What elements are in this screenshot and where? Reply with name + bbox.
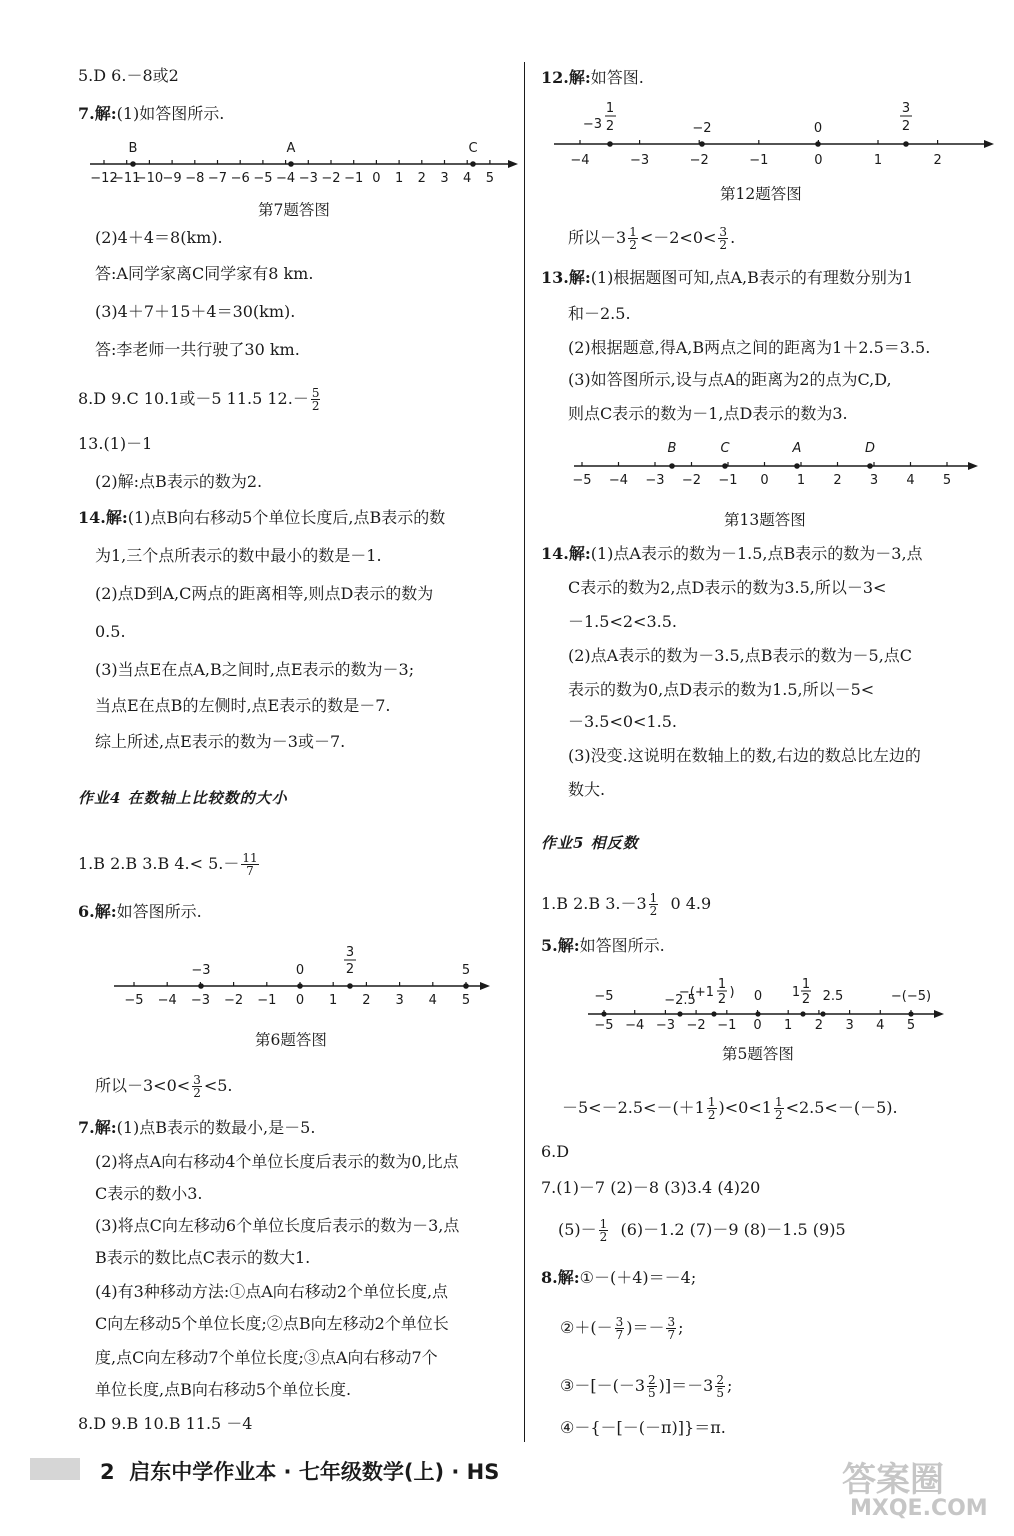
fig6-label-2: 2 [345,962,355,977]
fig13-label-a: A [792,441,802,456]
q14-part3c: 综上所述,点E表示的数为－3或－7. [95,732,346,751]
s4-line-8-11: 8.D 9.B 10.B 11.5 －4 [78,1414,253,1433]
q7b-part2a: (2)将点A向右移动4个单位长度后表示的数为0,比点 [95,1152,459,1171]
fig6-label-neg3: −3 [191,963,211,978]
fig6-number-line [112,940,492,1012]
fig12-point-neg2 [699,141,705,147]
s5-line-6: 6.D [541,1142,570,1161]
fig13-tick-label: −5 [572,473,592,488]
q13-part2: (2)解:点B表示的数为2. [95,472,263,491]
fig13-point-b [669,463,675,469]
fig5-point-0 [755,1011,760,1016]
fig5-tick-label: −4 [625,1018,645,1033]
q14r-part2c: －3.5<0<1.5. [568,712,677,731]
fig12-caption: 第12题答图 [720,185,802,203]
fig6-label-3: 3 [345,945,355,960]
fig13-tick-label: −3 [645,473,665,488]
l8-fraction: $\frac{5}{2}$ [311,386,320,413]
fig5-caption: 第5题答图 [722,1045,794,1063]
fig6-tick-label: 3 [395,993,404,1008]
q7b-part4c: 度,点C向左移动7个单位长度;③点A向右移动7个 [95,1348,438,1367]
q14r-part1c: －1.5<2<3.5. [568,612,677,631]
q7-text: (1)如答图所示. [116,104,225,123]
left-line-5-6: 5.D 6.－8或2 [78,66,179,85]
fig6-tick-label: −2 [224,993,244,1008]
fig5-label-2-5: 2.5 [822,989,844,1004]
fig5-label-whole1: 1 [791,985,801,1000]
q14-part3b: 当点E在点B的左侧时,点E表示的数是－7. [95,696,391,715]
fig5-point-1-1-2 [800,1011,805,1016]
fig7-tick-label: 1 [394,171,404,186]
q13r-part3a: (3)如答图所示,设与点A的距离为2的点为C,D, [568,370,892,389]
fig12-tick-label: 2 [933,153,942,168]
fig6-tick-label: 1 [329,993,338,1008]
fig13-tick-label: 1 [796,473,806,488]
fig7-label-c: C [468,141,478,156]
fig7-tick-label: 3 [440,171,449,186]
fig6-point-3-2 [347,983,353,989]
fig5-tick-label: −2 [686,1018,706,1033]
fig7-point-b [130,161,136,167]
fig13-tick-label: 0 [760,473,769,488]
fig13-label-d: D [864,441,876,456]
fig5-label-neg5: −5 [594,989,614,1004]
q5-conclusion: －5<－2.5<－(＋1 $\frac{1}{2}$ )<0<1 $\frac{1}{2}$ <2.5<－(－5). [562,1095,898,1122]
fig12-tick-label: 0 [814,153,823,168]
fig5-tick-label: 0 [753,1018,762,1033]
fig7-tick-label: 0 [372,171,381,186]
q8-part2: ②＋(－ $\frac{3}{7}$ )＝－ $\frac{3}{7}$ ; [560,1315,684,1342]
column-divider [524,62,525,1442]
fig7-tick-label: 2 [417,171,426,186]
fig12-point-3-2 [903,141,909,147]
fig5-tick-label: −1 [717,1018,737,1033]
fig5-tick-label: 5 [906,1018,916,1033]
footer-bar [30,1458,80,1480]
fig12-label-num3: 3 [901,101,911,116]
q8-part3: ③－[－(－3 $\frac{2}{5}$ )]＝－3 $\frac{2}{5}$ ; [560,1373,733,1400]
book-title: 启东中学作业本 · 七年级数学(上) · HS [129,1460,500,1484]
fig13-tick-label: 3 [869,473,879,488]
fig5-point-2-5 [820,1011,825,1016]
fig7-tick-label: −6 [230,171,250,186]
fig6-caption: 第6题答图 [255,1031,327,1049]
fig13-tick-label: −4 [608,473,629,488]
q14r-part3b: 数大. [568,780,606,799]
fig6-label-5: 5 [461,963,471,978]
fig6-point-0 [297,983,303,989]
fig7-point-a [288,161,294,167]
footer [100,1456,499,1486]
fig7-tick-label: 5 [485,171,495,186]
fig5-point-5 [908,1011,913,1016]
fig5-label-den2b: 2 [801,992,811,1007]
fig5-tick-label: 2 [814,1018,824,1033]
fig7-caption: 第7题答图 [258,201,330,219]
s4-fraction: $\frac{11}{7}$ [242,851,258,878]
q5-line: 5.解:如答图所示. [541,936,665,955]
fig5-label-neg-neg5: −(−5) [890,989,932,1004]
fig13-tick-label: 5 [942,473,952,488]
fig13-label-c: C [720,441,730,456]
q8-part1: 8.解:①－(＋4)＝－4; [541,1268,697,1287]
s5-line-1-4: 1.B 2.B 3.－3 $\frac{1}{2}$ 0 4.9 [541,891,712,918]
fig12-label-den2b: 2 [901,119,911,134]
q7-part3-answer: 答:李老师一共行驶了30 km. [95,340,300,359]
fig12-number-line [552,100,996,172]
fig5-point-neg5 [601,1011,606,1016]
q12-conclusion: 所以－3 $\frac{1}{2}$ <－2<0< $\frac{3}{2}$ . [568,225,736,252]
q7-part2: (2)4＋4＝8(km). [95,228,223,247]
fig13-label-b: B [667,441,677,456]
fig13-number-line [572,436,982,492]
fig5-tick-label: 1 [784,1018,793,1033]
q8-part4: ④－{－[－(－π)]}＝π. [560,1418,726,1437]
s5-line-7b: (5)－ $\frac{1}{2}$ (6)－1.2 (7)－9 (8)－1.5 (9)5 [558,1217,846,1244]
q13-part1: 13.(1)－1 [78,434,153,453]
fig12-label-num1: 1 [605,101,615,116]
q14r-part2a: (2)点A表示的数为－3.5,点B表示的数为－5,点C [568,646,913,665]
fig6-tick-label: −4 [157,993,177,1008]
q14r-part3a: (3)没变.这说明在数轴上的数,右边的数总比左边的 [568,746,921,765]
fig5-number-line [586,968,952,1032]
fig5-label-den2: 2 [717,992,727,1007]
fig5-tick-label: 4 [876,1018,885,1033]
fig6-point-neg3 [198,983,204,989]
fig7-tick-label: −9 [162,171,182,186]
q7b-part3b: B表示的数比点C表示的数大1. [95,1248,311,1267]
fig13-point-c [722,463,728,469]
fig7-tick-label: −1 [344,171,364,186]
q7-line [78,104,224,124]
fig12-point-0 [815,141,821,147]
watermark-logo: 答案圈 [842,1460,944,1500]
fig12-tick-label: −3 [630,153,650,168]
fig5-label-num1: 1 [717,977,727,992]
fig5-label-num1b: 1 [801,977,811,992]
q7-part2-answer: 答:A同学家离C同学家有8 km. [95,264,314,283]
q13r-part2: (2)根据题意,得A,B两点之间的距离为1＋2.5＝3.5. [568,338,931,357]
fig12-label-0: 0 [813,121,823,136]
fig13-tick-label: −1 [718,473,738,488]
left-line-8-12 [78,387,322,412]
fig6-tick-label: 4 [428,993,437,1008]
fig7-tick-label: −5 [253,171,273,186]
q7b-part4a: (4)有3种移动方法:①点A向右移动2个单位长度,点 [95,1282,449,1301]
section-4-title: 作业4 在数轴上比较数的大小 [78,789,288,807]
fig12-tick-label: 1 [873,153,883,168]
fig7-point-c [470,161,476,167]
fig5-point-neg2-5 [677,1011,682,1016]
q14r-part2b: 表示的数为0,点D表示的数为1.5,所以－5< [568,680,875,699]
fig12-label-den2: 2 [605,119,615,134]
fig12-point-neg3-1-2 [607,141,613,147]
q7b-part2b: C表示的数小3. [95,1184,203,1203]
fig7-tick-label: −2 [321,171,341,186]
s4-line-1-5: 1.B 2.B 3.B 4.< 5.－ $\frac{11}{7}$ [78,851,258,878]
fig5-tick-label: −3 [655,1018,675,1033]
fig6-tick-label: 5 [461,993,471,1008]
fig7-tick-label: 4 [463,171,472,186]
fig13-tick-label: 4 [906,473,915,488]
q14r-part1b: C表示的数为2,点D表示的数为3.5,所以－3< [568,578,887,597]
fig7-tick-label: −8 [185,171,205,186]
s5-line-7a: 7.(1)－7 (2)－8 (3)3.4 (4)20 [541,1178,761,1197]
fig12-label-neg2: −2 [692,121,712,136]
fig5-tick-label: 3 [845,1018,854,1033]
fig12-label-neg3: −3 [582,117,602,132]
fig6-tick-label: 2 [362,993,371,1008]
fig6-label-0: 0 [295,963,305,978]
q12-line: 12.解:如答图. [541,68,644,87]
fig5-point-neg1-1-2 [711,1011,716,1016]
fig6-tick-label: −1 [257,993,277,1008]
q6-conclusion: 所以－3<0< $\frac{3}{2}$ <5. [95,1073,233,1100]
q7-head: 7.解: [78,104,117,123]
fig7-tick-label: −12 [90,171,118,186]
section-5-title: 作业5 相反数 [541,834,639,852]
fig5-label-0: 0 [753,989,763,1004]
q6-fraction: $\frac{3}{2}$ [193,1073,201,1100]
q13r-part1a: 13.解:(1)根据题图可知,点A,B表示的有理数分别为1 [541,268,914,287]
fig5-tick-label: −5 [594,1018,614,1033]
q7b-part3a: (3)将点C向左移动6个单位长度后表示的数为－3,点 [95,1216,460,1235]
q7b-part4d: 单位长度,点B向右移动5个单位长度. [95,1380,352,1399]
fig7-tick-label: −4 [276,171,296,186]
q14-part2b: 0.5. [95,622,126,641]
q14-part1b: 为1,三个点所表示的数中最小的数是－1. [95,546,382,565]
fig7-tick-label: −11 [112,171,141,186]
q7-part3: (3)4＋7＋15＋4＝30(km). [95,302,296,321]
fig13-caption: 第13题答图 [724,511,806,529]
fig7-label-b: B [128,141,138,156]
fig7-tick-label: −10 [135,171,164,186]
q14-part2a: (2)点D到A,C两点的距离相等,则点D表示的数为 [95,584,434,603]
fig7-number-line [88,138,518,188]
q14-part3a: (3)当点E在点A,B之间时,点E表示的数为－3; [95,660,415,679]
fig13-point-d [867,463,873,469]
q7b-part1: 7.解:(1)点B表示的数最小,是－5. [78,1118,316,1137]
fig5-label-neg2-5: −2.5 [664,993,696,1008]
watermark-site: MXQE.COM [850,1496,988,1521]
fig5-label-paren-close: ) [729,985,735,1000]
l8-text: 8.D 9.C 10.1或－5 11.5 12.－ [78,389,309,408]
fig7-label-a: A [286,141,296,156]
q14r-part1a: 14.解:(1)点A表示的数为－1.5,点B表示的数为－3,点 [541,544,923,563]
fig6-tick-label: 0 [295,993,305,1008]
q14-part1a: 14.解:(1)点B向右移动5个单位长度后,点B表示的数 [78,508,446,527]
q13r-part1b: 和－2.5. [568,304,631,323]
fig5-label-neg-paren: −(+1 [678,985,714,1000]
fig13-point-a [794,463,800,469]
fig13-tick-label: −2 [681,473,702,488]
fig12-tick-label: −4 [570,153,590,168]
q13r-part3b: 则点C表示的数为－1,点D表示的数为3. [568,404,848,423]
fig12-tick-label: −2 [689,153,709,168]
q6-line: 6.解:如答图所示. [78,902,202,921]
fig13-tick-label: 2 [833,473,842,488]
fig6-tick-label: −5 [124,993,144,1008]
fig7-tick-label: −3 [298,171,318,186]
q7b-part4b: C向左移动5个单位长度;②点B向左移动2个单位长 [95,1314,449,1333]
fig6-tick-label: −3 [190,993,210,1008]
fig7-tick-label: −7 [207,171,228,186]
fig6-point-5 [463,983,469,989]
fig12-tick-label: −1 [749,153,769,168]
page-number: 2 [100,1460,115,1484]
